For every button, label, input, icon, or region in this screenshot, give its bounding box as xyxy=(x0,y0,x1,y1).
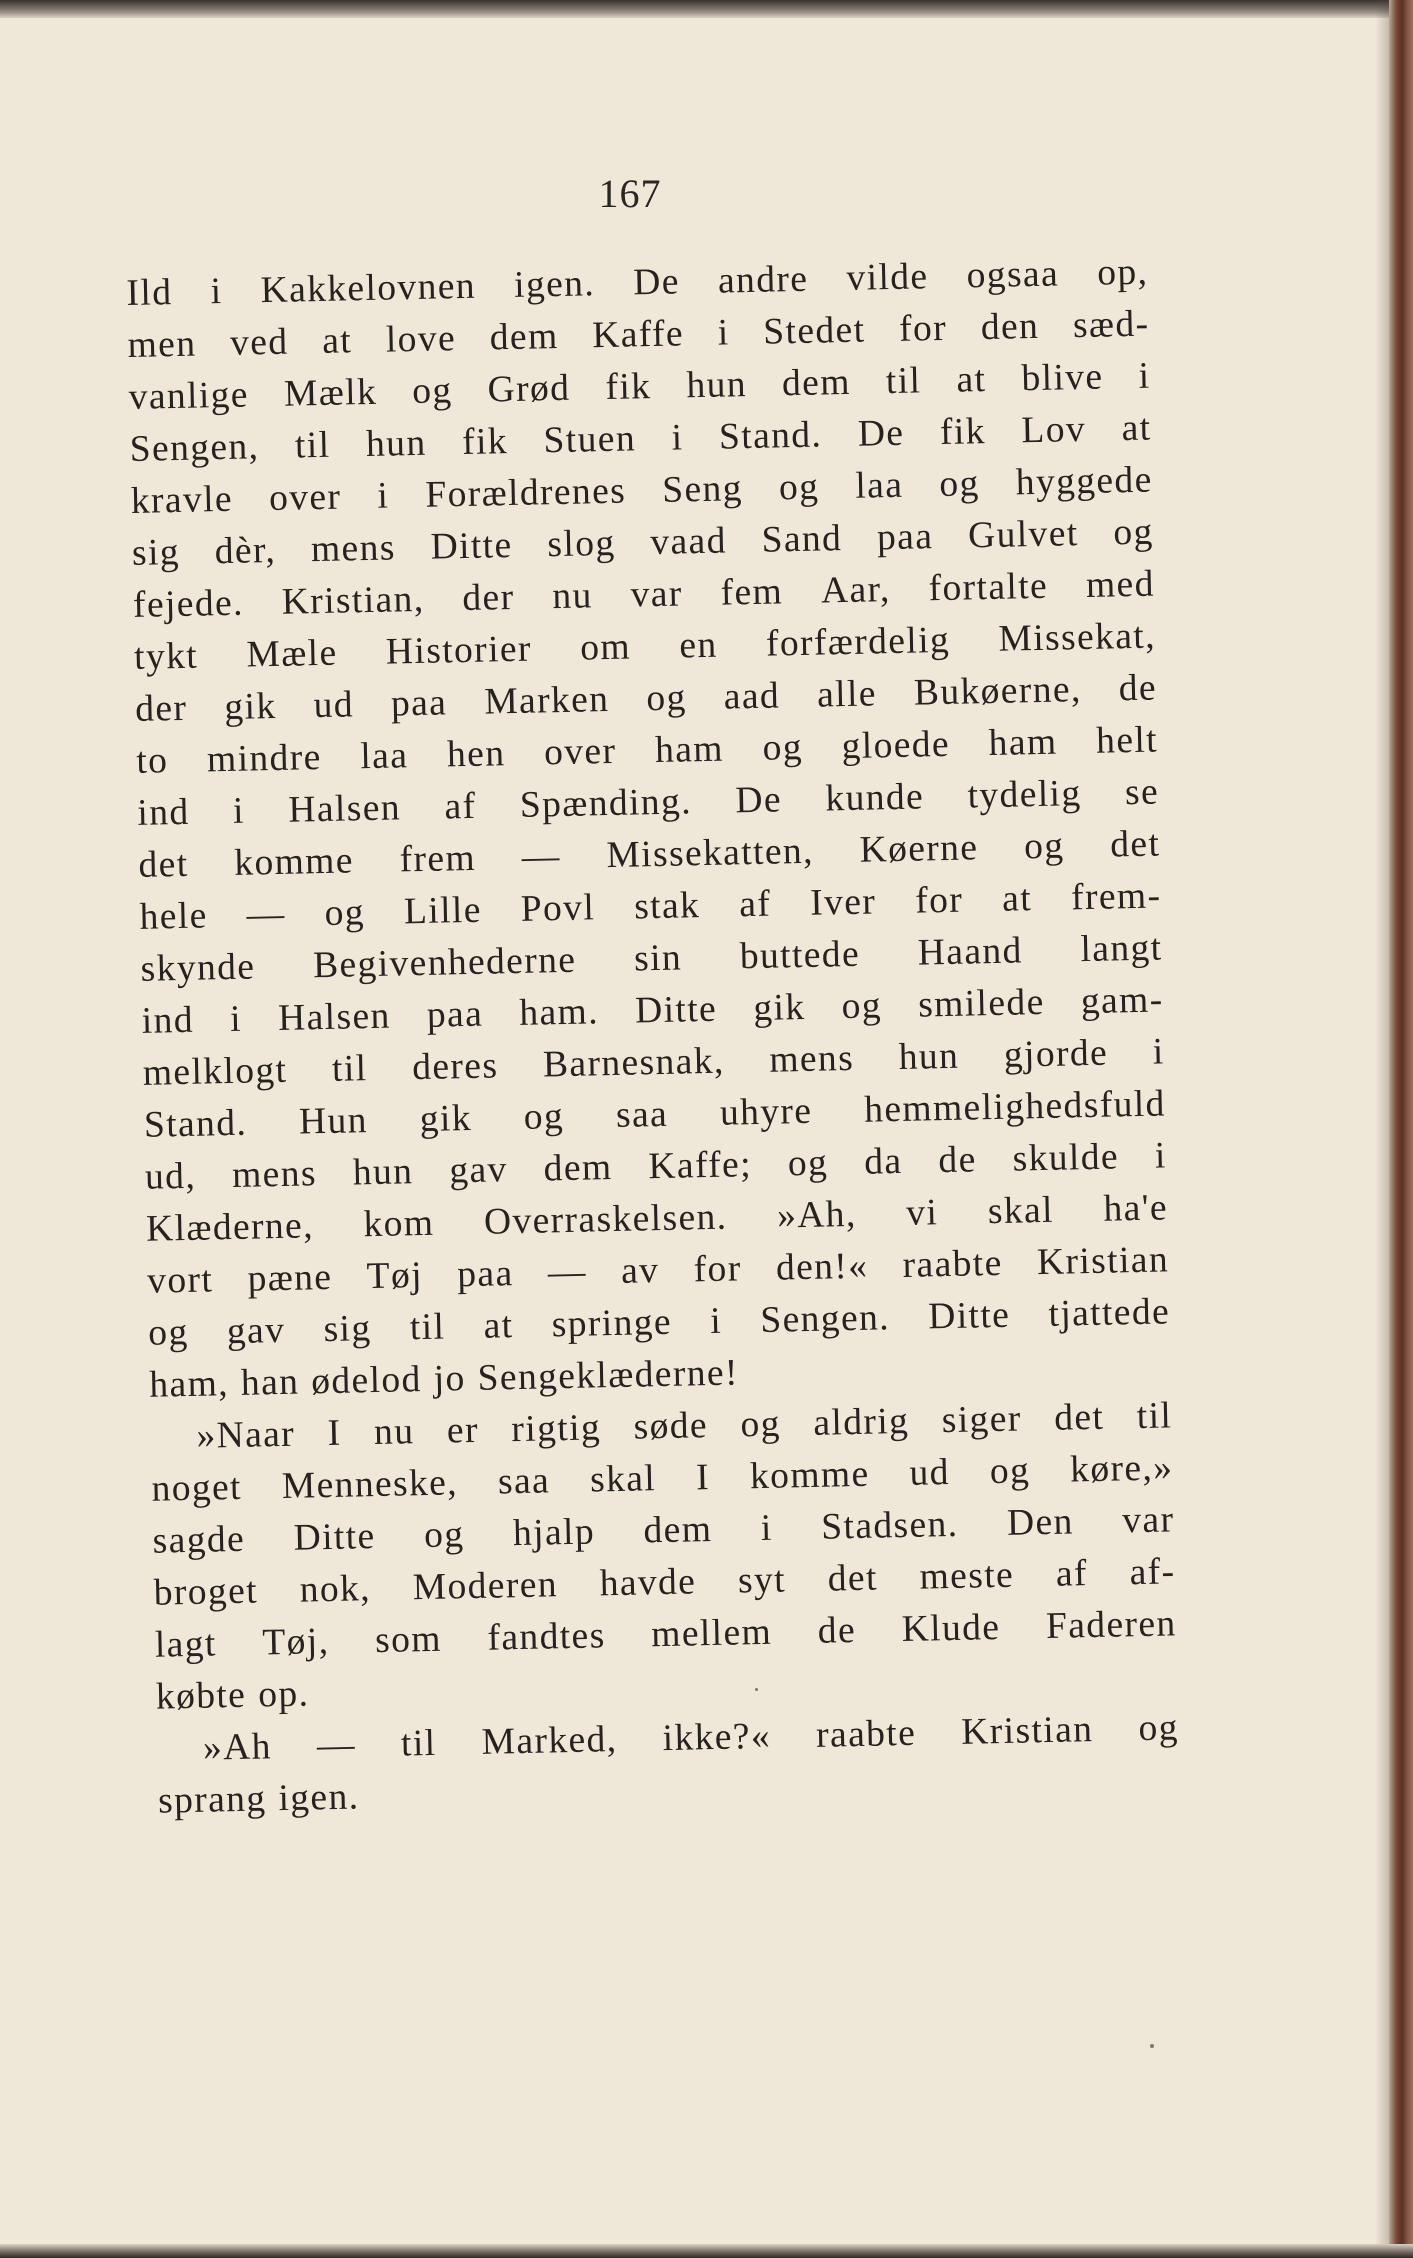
word: Tøj, xyxy=(261,1621,330,1664)
word: mens xyxy=(768,1037,855,1081)
word: sig xyxy=(131,531,181,574)
word: for xyxy=(914,879,964,922)
word: gam- xyxy=(1080,979,1164,1023)
word: køre,» xyxy=(1069,1447,1174,1491)
word: hun xyxy=(352,1151,414,1194)
word: slog xyxy=(546,522,616,566)
word: Mæle xyxy=(246,632,338,676)
word: to xyxy=(135,740,169,782)
word: ind xyxy=(141,999,195,1042)
page-top-edge xyxy=(0,0,1413,18)
word: broget xyxy=(153,1570,259,1614)
word: mens xyxy=(310,527,397,571)
word: til xyxy=(1136,1395,1173,1438)
word: i xyxy=(760,1507,774,1549)
word: blive xyxy=(1021,356,1104,400)
word: Aar, xyxy=(820,569,892,612)
word: hele xyxy=(139,895,209,938)
word: og xyxy=(645,677,688,720)
word: og xyxy=(1023,825,1065,868)
word: av xyxy=(620,1250,660,1292)
word: De xyxy=(857,412,905,455)
word: ham xyxy=(654,728,725,772)
word: fejede. xyxy=(132,582,245,626)
word: Køerne xyxy=(859,827,979,871)
word: Marked, xyxy=(481,1719,618,1763)
word: Stadsen. xyxy=(820,1503,959,1548)
page-number: 167 xyxy=(598,171,662,216)
word: saa xyxy=(615,1093,669,1136)
word: Haand xyxy=(917,930,1024,974)
word: — xyxy=(547,1251,588,1294)
word: — xyxy=(246,893,287,936)
word: det xyxy=(1109,823,1161,866)
word: til xyxy=(400,1722,437,1765)
word: en xyxy=(678,624,719,667)
word: igen. xyxy=(513,263,596,306)
word: De xyxy=(632,261,681,304)
word: og xyxy=(1138,1707,1180,1750)
word: saa xyxy=(497,1460,551,1503)
word: syt xyxy=(737,1559,787,1602)
word: i xyxy=(1138,355,1151,397)
word: op, xyxy=(1096,251,1149,294)
word: dèr, xyxy=(214,529,277,573)
word: de xyxy=(938,1139,978,1182)
word: Ditte xyxy=(430,524,513,568)
word: Stedet xyxy=(762,309,866,353)
word: fandtes xyxy=(487,1615,607,1659)
word: fik xyxy=(605,366,652,408)
word: hen xyxy=(446,733,506,776)
word: i xyxy=(377,475,390,517)
word: han xyxy=(240,1361,300,1404)
word: Forældrenes xyxy=(424,470,627,516)
word: hun xyxy=(898,1035,960,1078)
word: igen. xyxy=(278,1776,360,1820)
word: alle xyxy=(816,673,878,716)
word: Missekat, xyxy=(998,615,1157,660)
word: der xyxy=(134,687,188,730)
word: og xyxy=(1112,511,1155,554)
word: kravle xyxy=(130,478,234,522)
word: vi xyxy=(905,1192,939,1234)
word: paa xyxy=(456,1253,514,1296)
word: Spænding. xyxy=(519,781,693,826)
word: i xyxy=(229,998,243,1040)
word: vanlige xyxy=(128,374,250,418)
word: ud xyxy=(909,1452,951,1494)
word: gav xyxy=(226,1309,286,1353)
word: Missekatten, xyxy=(606,830,815,877)
word: paa xyxy=(390,682,448,725)
word: I xyxy=(327,1412,342,1455)
word: Klæderne, xyxy=(145,1205,315,1250)
word: gjorde xyxy=(1003,1032,1109,1076)
word: Halsen xyxy=(277,995,392,1039)
word: skal xyxy=(589,1458,657,1501)
word: Sand xyxy=(761,518,843,561)
word: ogsaa xyxy=(966,253,1060,297)
word: af- xyxy=(1129,1551,1176,1594)
word: aldrig xyxy=(812,1400,910,1444)
word: Bukøerne, xyxy=(913,669,1083,714)
word: fortalte xyxy=(928,565,1049,610)
word: hun xyxy=(365,422,427,466)
word: langt xyxy=(1080,927,1163,971)
word: »Naar xyxy=(196,1413,296,1457)
word: vaad xyxy=(649,520,728,564)
word: af xyxy=(738,883,772,926)
word: mens xyxy=(231,1153,318,1196)
word: ham. xyxy=(518,991,600,1034)
word: ham, xyxy=(148,1363,230,1406)
word: ham xyxy=(988,721,1058,765)
word: gav xyxy=(448,1149,509,1192)
word: mindre xyxy=(206,737,323,781)
word: Sengen, xyxy=(129,426,260,470)
word: sprang xyxy=(157,1778,267,1822)
word: dem xyxy=(643,1509,713,1552)
word: skal xyxy=(987,1189,1055,1233)
word: og xyxy=(523,1096,565,1138)
word: nu xyxy=(373,1411,415,1454)
word: Kristian xyxy=(960,1709,1094,1753)
word: Moderen xyxy=(412,1564,559,1609)
word: Historier xyxy=(385,628,533,673)
word: Begivenhederne xyxy=(312,939,577,987)
word: sig xyxy=(323,1308,372,1351)
word: Ditte xyxy=(634,988,718,1032)
word: Menneske, xyxy=(281,1462,459,1507)
word: i xyxy=(1152,1031,1166,1073)
word: Kristian, xyxy=(281,578,425,623)
word: deres xyxy=(411,1045,499,1089)
word: tykt xyxy=(133,635,199,678)
word: Kristian xyxy=(1036,1239,1170,1284)
word: ud, xyxy=(144,1155,197,1198)
word: paa xyxy=(426,993,484,1036)
word: springe xyxy=(551,1301,673,1346)
word: komme xyxy=(749,1453,870,1498)
word: og xyxy=(147,1311,190,1354)
word: Lille xyxy=(403,889,483,933)
word: forfærdelig xyxy=(765,619,951,665)
word: da xyxy=(863,1140,903,1183)
word: ødelod xyxy=(310,1359,423,1403)
word: Ditte xyxy=(293,1516,377,1559)
word: stak xyxy=(633,885,701,928)
word: gik xyxy=(419,1097,473,1141)
word: Ditte xyxy=(927,1294,1011,1338)
word: smilede xyxy=(917,981,1046,1026)
word: og xyxy=(411,370,453,413)
word: og xyxy=(841,985,883,1028)
word: og xyxy=(423,1514,465,1557)
word: siger xyxy=(941,1398,1023,1442)
word: se xyxy=(1124,771,1160,814)
word: af xyxy=(444,785,477,828)
word: at xyxy=(1001,878,1033,920)
word: de xyxy=(1118,667,1158,710)
word: sagde xyxy=(152,1518,246,1562)
word: i xyxy=(717,312,730,354)
word: aad xyxy=(723,675,781,718)
word: som xyxy=(374,1618,443,1662)
word: og xyxy=(762,726,804,769)
word: Den xyxy=(1006,1501,1075,1544)
word: tjattede xyxy=(1048,1291,1171,1335)
word: i xyxy=(671,417,684,459)
word: Kaffe xyxy=(591,313,685,357)
word: kunde xyxy=(825,776,925,820)
word: af xyxy=(1055,1553,1089,1595)
word: raabte xyxy=(815,1712,917,1756)
word: uhyre xyxy=(719,1090,813,1134)
word: Stuen xyxy=(543,418,637,462)
word: hyggede xyxy=(1015,459,1154,504)
word: andre xyxy=(717,258,809,302)
word: og xyxy=(787,1142,829,1185)
word: til xyxy=(409,1306,446,1349)
word: om xyxy=(579,626,632,669)
word: Kaffe; xyxy=(648,1144,753,1188)
word: i xyxy=(709,1300,723,1342)
word: De xyxy=(734,779,783,822)
paper-speck xyxy=(1150,2044,1154,2048)
word: »Ah xyxy=(202,1726,273,1769)
word: var xyxy=(1121,1499,1175,1542)
word: Lov xyxy=(1021,408,1087,452)
word: med xyxy=(1085,563,1156,606)
word: og xyxy=(324,892,366,934)
word: at xyxy=(1121,407,1152,450)
word: fik xyxy=(939,411,987,453)
word: dem xyxy=(489,315,559,359)
word: i xyxy=(232,790,246,832)
word: er xyxy=(446,1409,480,1452)
word: dem xyxy=(781,361,852,405)
word: til xyxy=(331,1048,368,1090)
word: Sengen. xyxy=(759,1297,891,1341)
word: raabte xyxy=(902,1242,1004,1286)
word: laa xyxy=(854,464,904,507)
word: Gulvet xyxy=(967,513,1079,557)
word: fik xyxy=(461,421,509,463)
word: Kakkelovnen xyxy=(260,265,477,312)
word: hun xyxy=(686,364,748,407)
word: Grød xyxy=(487,367,571,411)
word: den!« xyxy=(775,1245,869,1289)
word: Marken xyxy=(483,678,610,723)
word: melklogt xyxy=(142,1049,288,1094)
word: til xyxy=(294,424,331,467)
word: mellem xyxy=(650,1611,773,1656)
word: i xyxy=(210,270,223,313)
word: jo xyxy=(433,1358,467,1400)
word: ved xyxy=(229,321,289,364)
word: den xyxy=(980,305,1040,349)
word: — xyxy=(316,1724,357,1767)
word: til xyxy=(885,360,922,403)
word: det xyxy=(1053,1396,1105,1439)
word: — xyxy=(521,836,562,878)
word: Mælk xyxy=(283,371,378,415)
word: love xyxy=(385,318,457,361)
word: buttede xyxy=(739,933,861,978)
word: sæd- xyxy=(1072,303,1150,347)
word: Povl xyxy=(520,887,596,930)
word: gloede xyxy=(841,723,951,768)
word: over xyxy=(268,476,342,520)
word: sin xyxy=(633,937,683,980)
word: »Ah, xyxy=(776,1193,858,1237)
word: og xyxy=(778,466,820,509)
word: skulde xyxy=(1012,1136,1120,1180)
word: dem xyxy=(543,1147,613,1190)
word: hemmelighedsfuld xyxy=(863,1083,1167,1131)
word: hjalp xyxy=(512,1511,596,1555)
word: ud xyxy=(313,684,355,727)
word: havde xyxy=(599,1561,697,1605)
word: købte xyxy=(155,1674,247,1718)
word: og xyxy=(989,1450,1031,1493)
word: og xyxy=(740,1403,782,1446)
word: Barnesnak, xyxy=(542,1040,726,1086)
word: vort xyxy=(146,1259,214,1302)
word: de xyxy=(817,1610,857,1652)
word: meste xyxy=(919,1554,1015,1598)
word: Overraskelsen. xyxy=(483,1196,728,1243)
word: Sengeklæderne! xyxy=(477,1352,740,1399)
word: ikke?« xyxy=(662,1715,772,1760)
word: Iver xyxy=(809,881,877,924)
word: men xyxy=(127,323,197,366)
word: ind xyxy=(136,791,190,834)
word: Hun xyxy=(298,1100,369,1143)
word: komme xyxy=(233,840,355,884)
word: Klude xyxy=(901,1606,1001,1651)
page-bottom-edge xyxy=(0,2244,1413,2258)
word: Stand. xyxy=(143,1102,248,1146)
word: Stand. xyxy=(718,414,823,458)
word: noget xyxy=(151,1466,243,1510)
word: vilde xyxy=(846,256,929,299)
word: op. xyxy=(257,1673,310,1716)
word: helt xyxy=(1095,719,1159,762)
word: nu xyxy=(551,575,594,618)
word: der xyxy=(461,576,515,620)
word: nok, xyxy=(299,1568,372,1611)
book-spine-edge xyxy=(1389,0,1413,2258)
word: var xyxy=(630,573,684,616)
word: Seng xyxy=(661,468,744,511)
word: det xyxy=(138,843,189,886)
word: at xyxy=(321,320,353,362)
word: Ild xyxy=(126,272,173,314)
word: Halsen xyxy=(287,787,402,831)
word: laa xyxy=(359,735,409,778)
word: fem xyxy=(720,571,784,614)
word: i xyxy=(1154,1135,1168,1177)
word: pæne xyxy=(247,1256,333,1300)
word: for xyxy=(898,307,948,350)
word: Faderen xyxy=(1045,1603,1178,1648)
page-gutter-shadow xyxy=(1375,0,1389,2258)
word: og xyxy=(938,463,981,506)
word: skynde xyxy=(140,946,256,990)
word: lagt xyxy=(154,1623,218,1666)
word: gik xyxy=(223,685,277,729)
word: ha'e xyxy=(1103,1187,1169,1230)
word: Tøj xyxy=(366,1255,424,1298)
word: det xyxy=(827,1557,879,1600)
word: paa xyxy=(876,516,934,559)
word: I xyxy=(695,1457,711,1499)
word: kom xyxy=(363,1202,435,1246)
paper-speck xyxy=(755,1688,758,1691)
word: at xyxy=(483,1305,514,1347)
word: for xyxy=(693,1248,743,1291)
word: frem- xyxy=(1070,875,1162,919)
word: gik xyxy=(752,986,806,1030)
word: frem xyxy=(399,837,477,881)
word: at xyxy=(956,359,987,401)
word: søde xyxy=(633,1405,709,1448)
body-text xyxy=(126,247,1180,1828)
word: rigtig xyxy=(510,1407,602,1451)
word: over xyxy=(543,730,617,774)
word: tydelig xyxy=(967,773,1082,817)
